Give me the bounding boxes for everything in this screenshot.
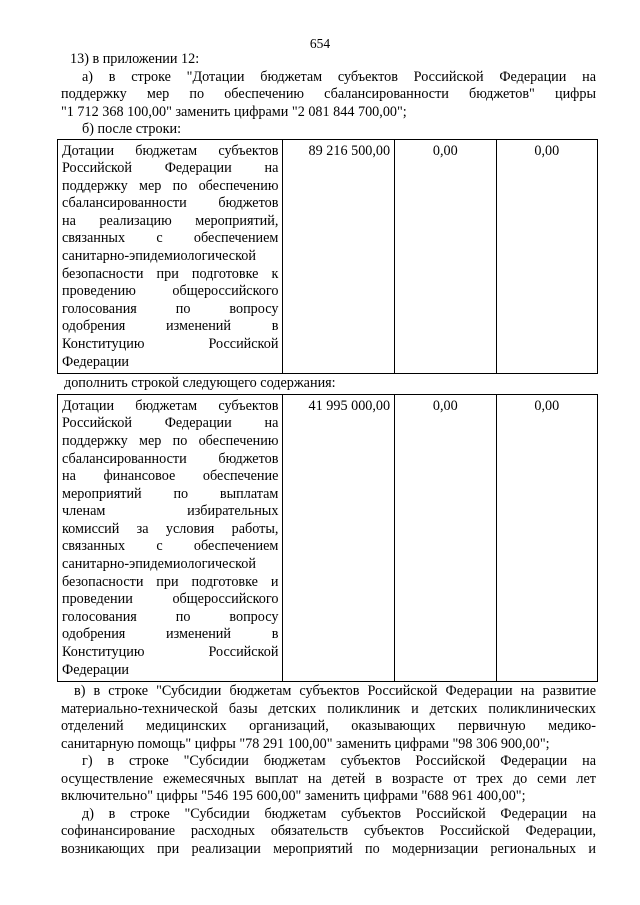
row-name-line: проведении общероссийского bbox=[62, 591, 279, 608]
page-number: 654 bbox=[309, 36, 331, 51]
table-new-row bbox=[57, 394, 598, 683]
paragraph-v-line: в) в строке "Субсидии бюджетам субъектов Российской Федерации на развитие bbox=[74, 683, 596, 700]
row-name-line: на финансовое обеспечение bbox=[62, 468, 279, 485]
paragraph-d bbox=[61, 806, 596, 859]
row-name-line: поддержку мер по обеспечению bbox=[62, 177, 279, 194]
row-name-line: комиссий за условия работы, bbox=[62, 520, 279, 537]
amount-cell: 89 216 500,00 bbox=[283, 139, 395, 374]
paragraph-a bbox=[61, 69, 596, 122]
row-name-line: сбалансированности бюджетов bbox=[62, 195, 279, 212]
table-row bbox=[58, 394, 598, 682]
row-name-line: Российской Федерации на bbox=[62, 415, 279, 432]
row-name-line: одобрения изменений в bbox=[62, 318, 279, 335]
item-13-heading: 13) в приложении 12: bbox=[70, 51, 200, 67]
value-cell: 0,00 bbox=[496, 139, 597, 374]
row-name-line: связанных с обеспечением bbox=[62, 538, 279, 555]
row-name-line: Конституцию Российской bbox=[62, 336, 279, 353]
document-body bbox=[61, 51, 596, 858]
value-cell: 0,00 bbox=[496, 394, 597, 682]
paragraph-v-line: санитарную помощь" цифры "78 291 100,00" заменить цифрами "98 306 900,00"; bbox=[61, 735, 550, 752]
paragraph-v-line: отделений медицинских организаций, оказывающих первичную медико- bbox=[61, 718, 596, 735]
paragraph-d-line: д) в строке "Субсидии бюджетам субъектов Российской Федерации на bbox=[82, 805, 596, 822]
row-name-line: голосования по вопросу bbox=[62, 300, 279, 317]
paragraph-d-line: возникающих при реализации мероприятий по модернизации региональных и bbox=[61, 840, 596, 857]
row-name-cell bbox=[58, 139, 283, 374]
row-name-cell bbox=[58, 394, 283, 682]
paragraph-g-line: г) в строке "Субсидии бюджетам субъектов Российской Федерации на bbox=[82, 753, 596, 770]
paragraph-v bbox=[61, 683, 596, 753]
table-after-row bbox=[57, 139, 598, 375]
row-name-line: Российской Федерации на bbox=[62, 160, 279, 177]
row-name-line: мероприятий по выплатам bbox=[62, 485, 279, 502]
row-name-line: Федерации bbox=[62, 661, 130, 678]
paragraph-g-line: осуществление ежемесячных выплат на детей в возрасте от трех до семи лет bbox=[61, 770, 596, 787]
paragraph-v-line: материально-технической базы детских поликлиник и детских поликлинических bbox=[61, 700, 596, 717]
row-name-line: Дотации бюджетам субъектов bbox=[62, 142, 279, 159]
table-row bbox=[58, 139, 598, 374]
row-name-line: голосования по вопросу bbox=[62, 608, 279, 625]
row-name-line: Федерации bbox=[62, 353, 130, 370]
add-row-label: дополнить строкой следующего содержания: bbox=[64, 375, 336, 392]
row-name-line: сбалансированности бюджетов bbox=[62, 450, 279, 467]
row-name-line: членам избирательных bbox=[62, 503, 279, 520]
paragraph-a-line: а) в строке "Дотации бюджетам субъектов Российской Федерации на bbox=[82, 68, 596, 85]
value-cell: 0,00 bbox=[395, 139, 496, 374]
row-name-line: на реализацию мероприятий, bbox=[62, 212, 279, 229]
paragraph-a-line: поддержку мер по обеспечению сбалансированности бюджетов" цифры bbox=[61, 86, 596, 102]
paragraph-g bbox=[61, 753, 596, 806]
paragraph-g-line: включительно" цифры "546 195 600,00" заменить цифрами "688 961 400,00"; bbox=[61, 788, 526, 805]
row-name-line: связанных с обеспечением bbox=[62, 230, 279, 247]
row-name-line: проведению общероссийского bbox=[62, 283, 279, 300]
row-name-line: безопасности при подготовке к bbox=[62, 265, 279, 282]
row-name-line: поддержку мер по обеспечению bbox=[62, 432, 279, 449]
value-cell: 0,00 bbox=[395, 394, 496, 682]
row-name-line: Дотации бюджетам субъектов bbox=[62, 397, 279, 414]
paragraph-d-line: софинансирование расходных обязательств субъектов Российской Федерации, bbox=[61, 823, 596, 840]
row-name-line: санитарно-эпидемиологической bbox=[62, 248, 256, 265]
row-name-line: безопасности при подготовке и bbox=[62, 573, 279, 590]
paragraph-b-label: б) после строки: bbox=[82, 121, 182, 137]
amount-cell: 41 995 000,00 bbox=[283, 394, 395, 682]
row-name-line: санитарно-эпидемиологической bbox=[62, 556, 256, 573]
row-name-line: одобрения изменений в bbox=[62, 626, 279, 643]
paragraph-a-line: "1 712 368 100,00" заменить цифрами "2 081 844 700,00"; bbox=[61, 103, 407, 120]
row-name-line: Конституцию Российской bbox=[62, 644, 279, 661]
